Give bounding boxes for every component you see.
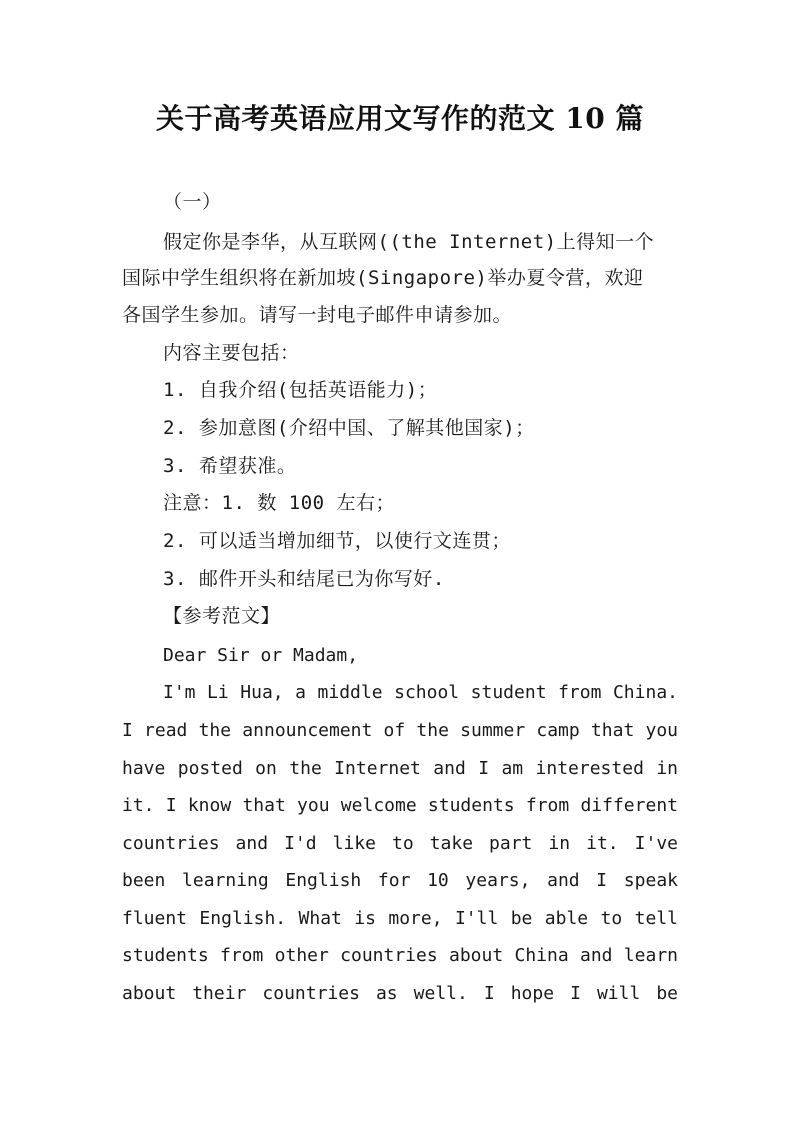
prompt-line: 各国学生参加。请写一封电子邮件申请参加。 bbox=[122, 304, 513, 326]
letter-line: countries and I'd like to take part in it. I've bbox=[122, 833, 678, 854]
sample-heading: 【参考范文】 bbox=[163, 605, 281, 627]
letter-line: been learning English for 10 years, and I speak bbox=[122, 870, 678, 891]
prompt-line: 国际中学生组织将在新加坡(Singapore)举办夏令营，欢迎 bbox=[122, 267, 644, 289]
content-item: 3. 希望获准。 bbox=[163, 455, 297, 477]
content-heading: 内容主要包括： bbox=[163, 342, 300, 364]
letter-line: it. I know that you welcome students from different bbox=[122, 795, 678, 816]
letter-line: I read the announcement of the summer camp that you bbox=[122, 720, 678, 741]
content-item: 1. 自我介绍(包括英语能力)； bbox=[163, 379, 438, 401]
letter-line: about their countries as well. I hope I will be bbox=[122, 983, 678, 1004]
section-heading: （一） bbox=[163, 191, 222, 213]
content-item: 2. 参加意图(介绍中国、了解其他国家)； bbox=[163, 417, 535, 439]
document-title: 关于高考英语应用文写作的范文 10 篇 bbox=[156, 102, 644, 135]
note-item: 2. 可以适当增加细节，以使行文连贯； bbox=[163, 530, 511, 552]
letter-greeting: Dear Sir or Madam, bbox=[163, 645, 359, 666]
note-item: 注意：1. 数 100 左右； bbox=[163, 492, 396, 514]
note-item: 3. 邮件开头和结尾已为你写好. bbox=[163, 568, 445, 590]
letter-line: students from other countries about China and learn bbox=[122, 945, 678, 966]
letter-line: have posted on the Internet and I am interested in bbox=[122, 758, 678, 779]
letter-line: fluent English. What is more, I'll be able to tell bbox=[122, 908, 678, 929]
letter-line: I'm Li Hua, a middle school student from China. bbox=[163, 682, 678, 703]
prompt-line: 假定你是李华，从互联网((the Internet)上得知一个 bbox=[163, 231, 655, 253]
